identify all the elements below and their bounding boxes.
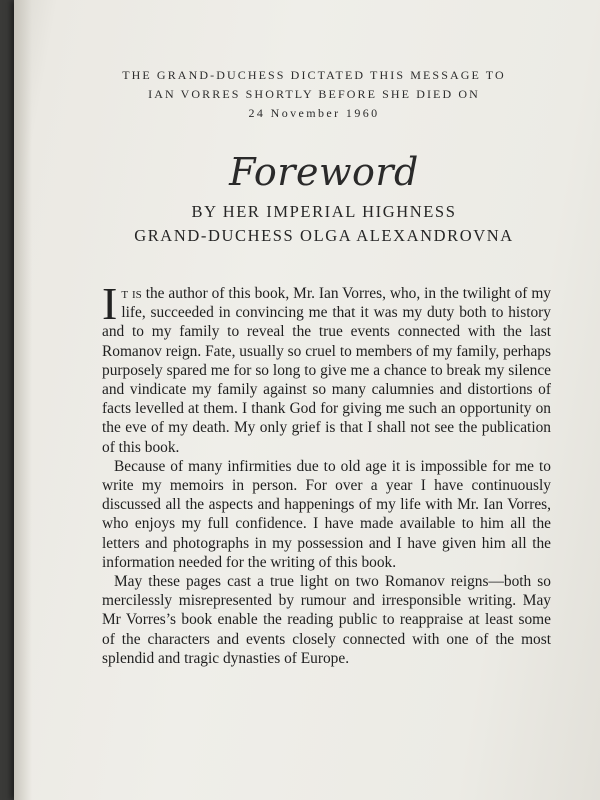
paragraph-1-lead: t is bbox=[121, 285, 142, 302]
byline bbox=[104, 200, 544, 248]
page-gutter-shadow bbox=[14, 0, 32, 800]
dictation-note-line-2: IAN VORRES SHORTLY BEFORE SHE DIED ON bbox=[148, 87, 480, 101]
paragraph-2: Because of many infirmities due to old age it is impossible for me to write my memoirs in person. For over a year I have continuously discussed all the aspects and happenings of my life with Mr. Ian Vorres, who enjoys my full confidence. I have made available to him all the letters and photographs in my possession and I have given him all the information needed for the writing of this book. bbox=[102, 457, 551, 571]
drop-cap: I bbox=[102, 278, 118, 329]
byline-line-1: BY HER IMPERIAL HIGHNESS bbox=[191, 202, 457, 221]
dictation-note-date: 24 November 1960 bbox=[248, 106, 380, 120]
dictation-note-line-1: THE GRAND-DUCHESS DICTATED THIS MESSAGE TO bbox=[122, 68, 506, 82]
paragraph-1-text: the author of this book, Mr. Ian Vorres, who, in the twilight of my life, succeeded in convincing me that it was my duty both to history and to my family to reveal the true events connected with the last Romanov reign. Fate, usually so cruel to members of my family, perhaps purposely spared me for so long to give me a chance to break my silence and vindicate my family against so many calumnies and distortions of facts levelled at them. I thank God for giving me such an opportunity on the eve of my death. My only grief is that I shall not see the publication of this book. bbox=[102, 285, 551, 456]
page-title: Foreword bbox=[229, 150, 419, 194]
dictation-note bbox=[94, 66, 534, 123]
paragraph-3: May these pages cast a true light on two Romanov reigns—both so mercilessly misrepresented by rumour and irresponsible writing. May Mr Vorres’s book enable the reading public to reappraise at least some of the characters and events closely connected with one of the most splendid and tragic dynasties of Europe. bbox=[102, 573, 551, 667]
paragraph-1 bbox=[102, 278, 551, 457]
foreword-body bbox=[102, 278, 551, 668]
book-page bbox=[14, 0, 600, 800]
byline-line-2: GRAND-DUCHESS OLGA ALEXANDROVNA bbox=[134, 226, 514, 245]
